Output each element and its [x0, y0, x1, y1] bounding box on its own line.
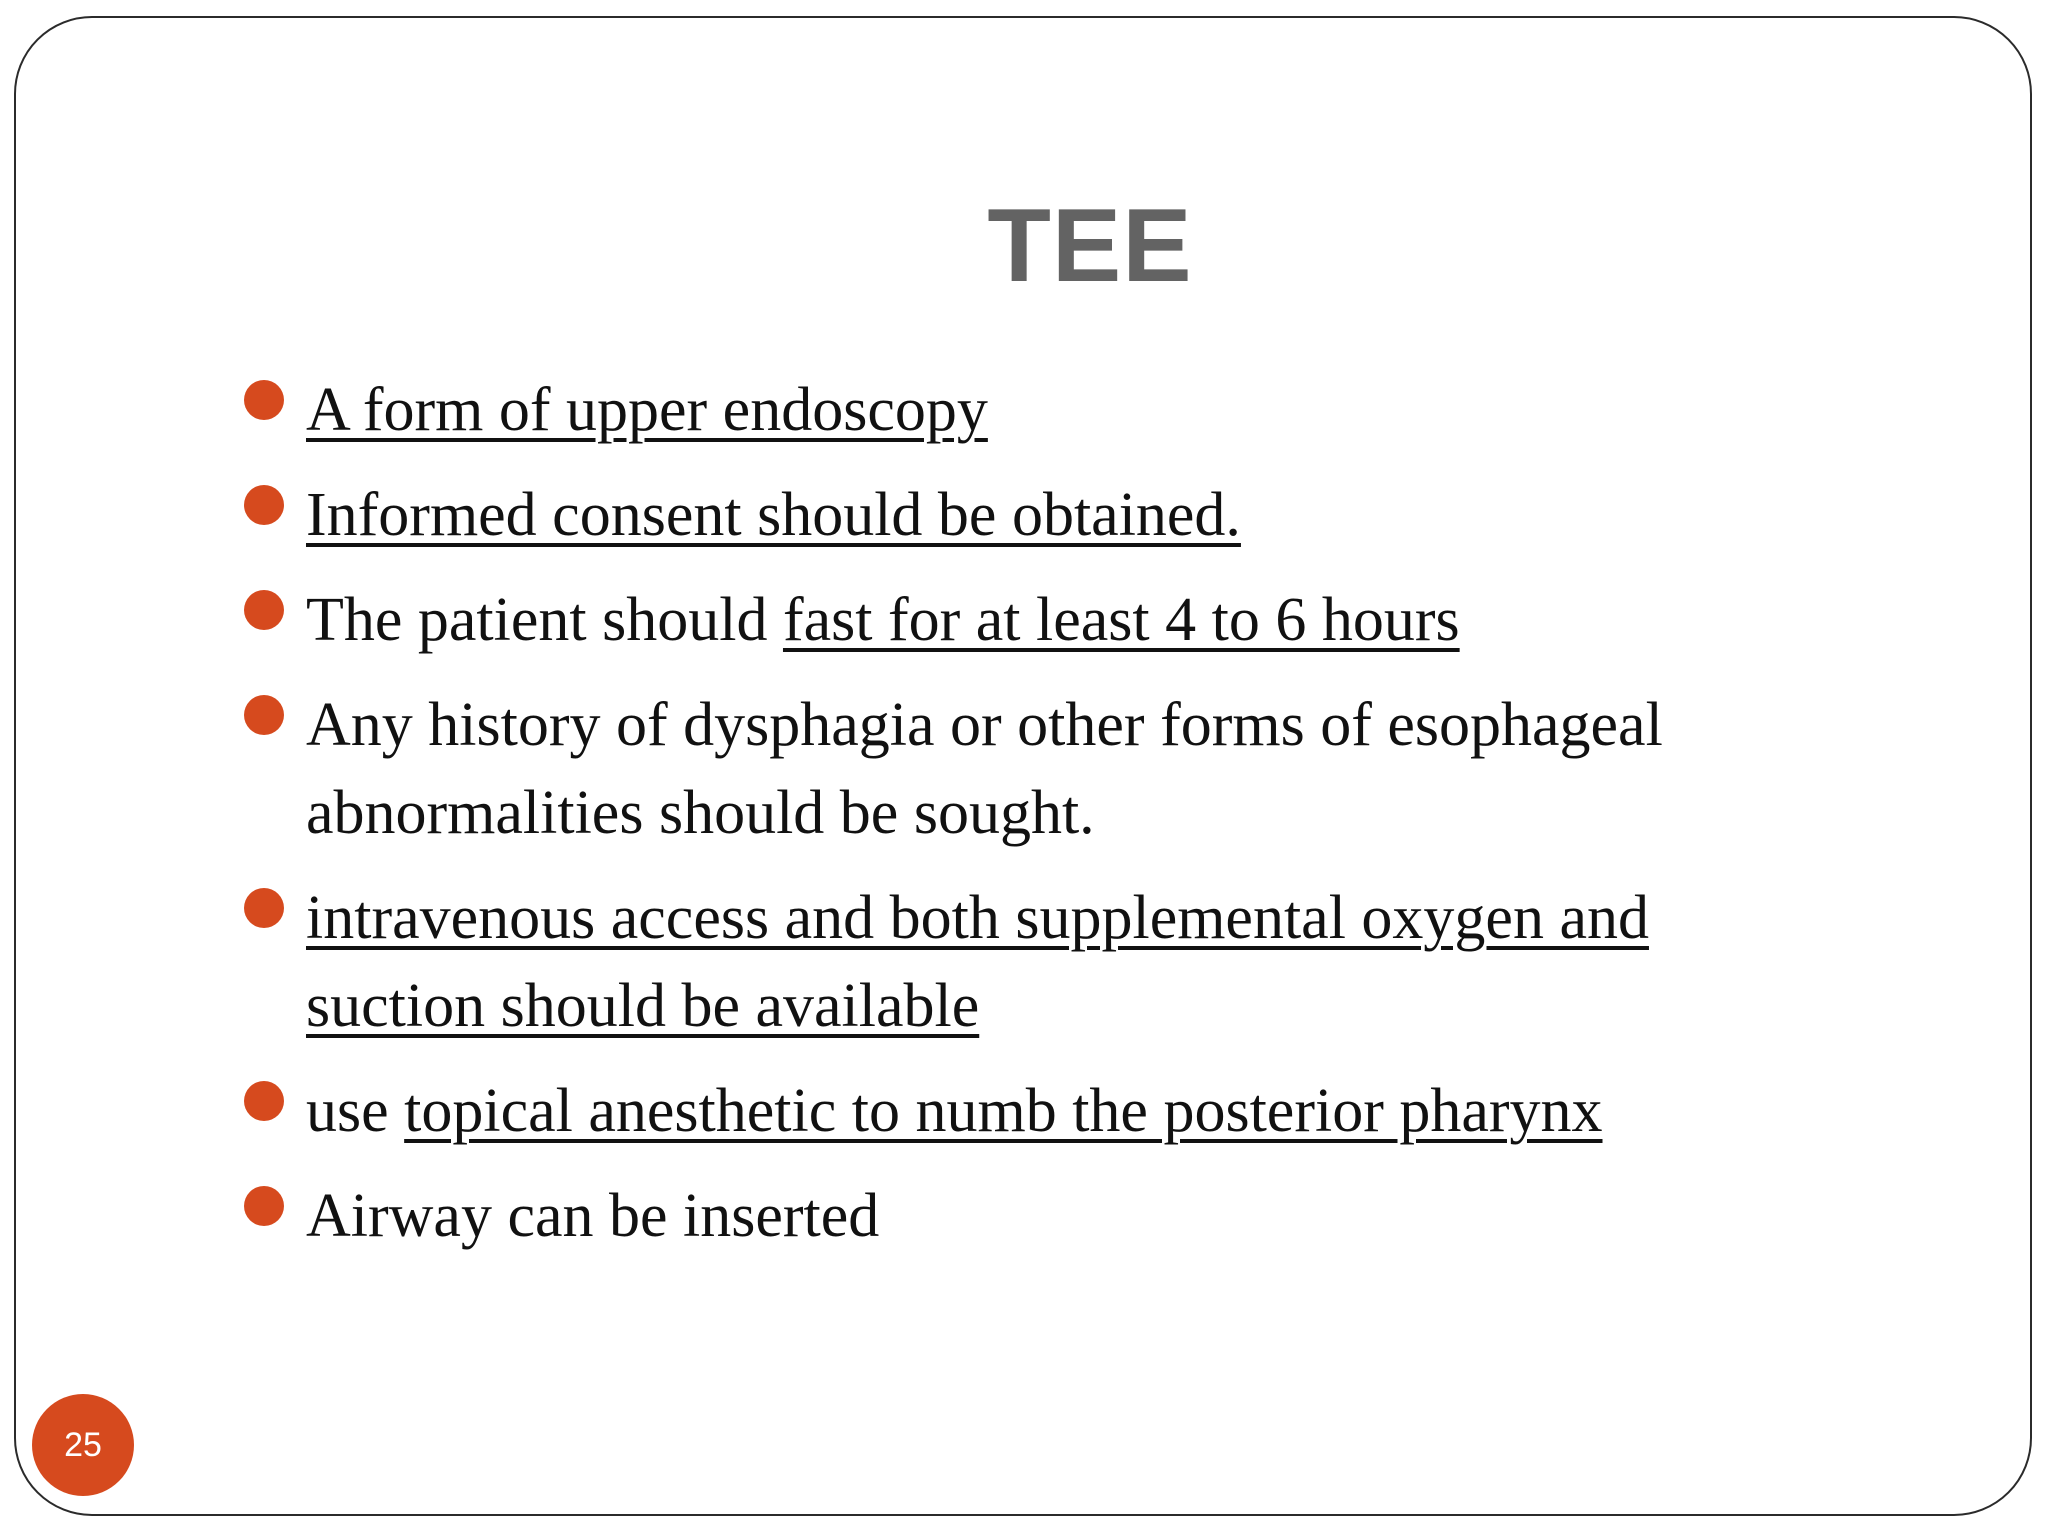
slide-frame: [14, 16, 2032, 1516]
bullet-item-6: [244, 1067, 1804, 1155]
bullet-text: [306, 691, 1663, 847]
bullet-segment: Airway can be inserted: [306, 1182, 880, 1250]
bullet-text: [306, 884, 1649, 1040]
bullet-item-3: [244, 576, 1804, 664]
bullet-text: [306, 481, 1241, 549]
bullet-icon: [244, 1186, 284, 1226]
bullet-text: [306, 1077, 1603, 1145]
bullet-text: [306, 586, 1460, 654]
bullet-item-7: [244, 1172, 1804, 1260]
bullet-item-5: [244, 874, 1804, 1050]
bullet-segment: The patient should: [306, 586, 783, 654]
bullet-segment: topical anesthetic to numb the posterior pharynx: [404, 1077, 1603, 1145]
bullet-icon: [244, 380, 284, 420]
bullet-item-2: [244, 471, 1804, 559]
bullet-text: [306, 1182, 879, 1250]
bullet-icon: [244, 590, 284, 630]
slide-title: TEE: [987, 188, 1193, 304]
bullet-segment: use: [306, 1077, 405, 1145]
bullet-list: [244, 366, 1804, 1277]
bullet-segment: Informed consent should be obtained.: [306, 481, 1241, 549]
bullet-segment: A form of upper endoscopy: [306, 376, 988, 444]
bullet-item-4: [244, 681, 1804, 857]
bullet-icon: [244, 485, 284, 525]
page-number-badge: 25: [32, 1394, 134, 1496]
bullet-segment: Any history of dysphagia or other forms of esophageal abnormalities should be sought.: [306, 691, 1663, 847]
bullet-text: [306, 376, 988, 444]
bullet-item-1: [244, 366, 1804, 454]
bullet-icon: [244, 888, 284, 928]
bullet-icon: [244, 695, 284, 735]
bullet-segment: fast for at least 4 to 6 hours: [782, 586, 1460, 654]
bullet-icon: [244, 1081, 284, 1121]
bullet-segment: intravenous access and both supplemental oxygen and suction should be available: [306, 884, 1649, 1040]
